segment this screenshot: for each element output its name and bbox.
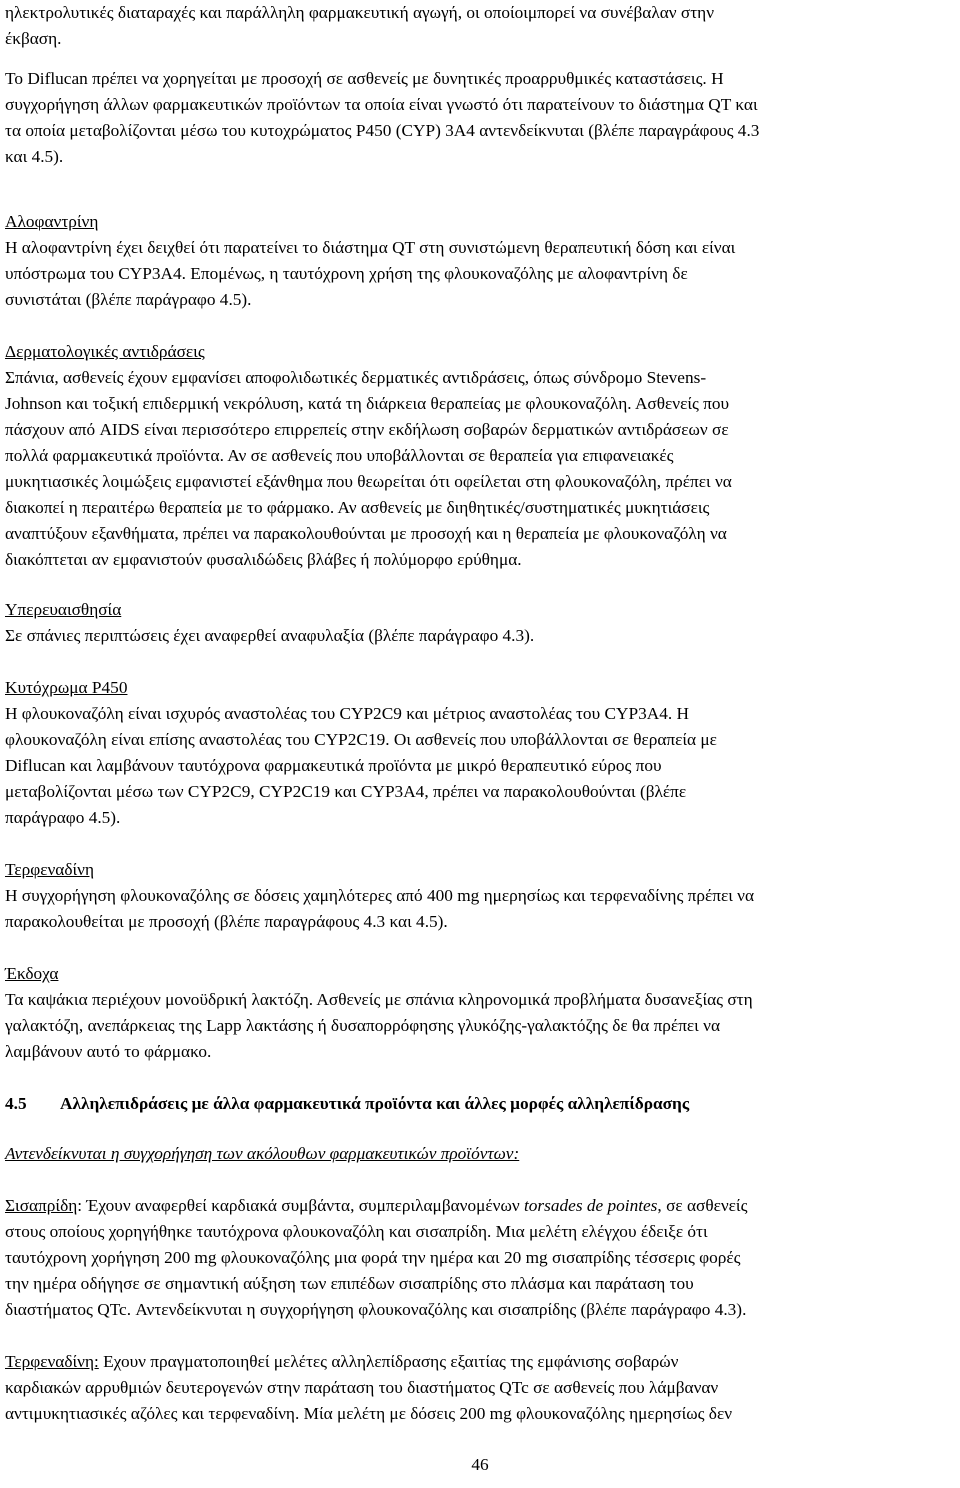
text-line: έκβαση.: [5, 29, 62, 48]
section-heading: Κυτόχρωμα P450: [5, 678, 128, 697]
text-line: καρδιακών αρρυθμιών δευτερογενών στην παράταση του διαστήματος QTc σε ασθενείς που λάμβαναν: [5, 1378, 719, 1397]
text-line: παρακολουθείται με προσοχή (βλέπε παραγράφους 4.3 και 4.5).: [5, 912, 448, 931]
text-line: ηλεκτρολυτικές διαταραχές και παράλληλη φαρμακευτική αγωγή, οι οποίοιμπορεί να συνέβαλαν στην: [5, 3, 715, 22]
text-line: αντιμυκητιασικές αζόλες και τερφεναδίνη. Μία μελέτη με δόσεις 200 mg φλουκοναζόλης ημερησίως δεν: [5, 1404, 733, 1423]
contraindicated-heading: Αντενδείκνυται η συγχορήγηση των ακόλουθων φαρμακευτικών προϊόντων:: [5, 1144, 520, 1163]
intro-paragraph: [5, 0, 955, 52]
text-line: Η φλουκοναζόλη είναι ισχυρός αναστολέας του CYP2C9 και μέτριος αναστολέας του CYP3A4. Η: [5, 704, 689, 723]
section-heading: Έκδοχα: [5, 964, 59, 983]
text-line: μεταβολίζονται μέσω των CYP2C9, CYP2C19 και CYP3A4, πρέπει να παρακολουθούνται (βλέπε: [5, 782, 687, 801]
text-line: Johnson και τοξική επιδερμική νεκρόλυση, κατά τη διάρκεια θεραπείας με φλουκοναζόλη. Ασθενείς που: [5, 394, 730, 413]
text-line: Σε σπάνιες περιπτώσεις έχει αναφερθεί αναφυλαξία (βλέπε παράγραφο 4.3).: [5, 626, 535, 645]
halofantrine-section: [5, 209, 955, 313]
terfenadine-section: [5, 857, 955, 935]
section-heading: Αλοφαντρίνη: [5, 212, 99, 231]
text-line: Το Diflucan πρέπει να χορηγείται με προσοχή σε ασθενείς με δυνητικές προαρρυθμικές καταστάσεις. Η: [5, 69, 724, 88]
text-line: διακόπτεται αν εμφανιστούν φυσαλιδώδεις βλάβες ή πολύμορφο ερύθημα.: [5, 550, 522, 569]
text-line: τα οποία μεταβολίζονται μέσω του κυτοχρώματος P450 (CYP) 3A4 αντενδείκνυται (βλέπε παραγράφους 4.3: [5, 121, 760, 140]
text-line: Η αλοφαντρίνη έχει δειχθεί ότι παρατείνει το διάστημα QT στη συνιστώμενη θεραπευτική δόση και είναι: [5, 238, 736, 257]
cisapride-section: [5, 1193, 955, 1323]
text-line: γαλακτόζη, ανεπάρκειας της Lapp λακτάσης ή δυσαπορρόφησης γλυκόζης-γαλακτόζης δε θα πρέπει να: [5, 1016, 721, 1035]
section-title: Αλληλεπιδράσεις με άλλα φαρμακευτικά προϊόντα και άλλες μορφές αλληλεπίδρασης: [60, 1094, 690, 1113]
text-line: την ημέρα οδήγησε σε σημαντική αύξηση των επιπέδων σισαπρίδης στο πλάσμα και παράταση του: [5, 1274, 694, 1293]
section-heading: Δερματολογικές αντιδράσεις: [5, 342, 205, 361]
text-line: αναπτύξουν εξανθήματα, πρέπει να παρακολουθούνται με προσοχή και η θεραπεία με φλουκοναζόλη να: [5, 524, 727, 543]
text-line: λαμβάνουν αυτό το φάρμακο.: [5, 1042, 212, 1061]
contraindicated-heading-block: [5, 1141, 955, 1167]
text-fragment: Εχουν πραγματοποιηθεί μελέτες αλληλεπίδρασης εξαιτίας της εμφάνισης σοβαρών: [98, 1352, 679, 1371]
text-line: και 4.5).: [5, 147, 64, 166]
section-4-5-heading: [5, 1091, 955, 1117]
text-line: διαστήματος QTc. Αντενδείκνυται η συγχορήγηση φλουκοναζόλης και σισαπρίδης (βλέπε παράγραφο 4.3).: [5, 1300, 747, 1319]
text-fragment: , σε ασθενείς: [657, 1196, 748, 1215]
excipients-section: [5, 961, 955, 1065]
text-line: συνιστάται (βλέπε παράγραφο 4.5).: [5, 290, 252, 309]
terfenadine-interaction-section: [5, 1349, 955, 1427]
section-heading: Υπερευαισθησία: [5, 600, 122, 619]
terfenadine-label: Τερφεναδίνη:: [5, 1352, 99, 1371]
text-line: Diflucan και λαμβάνουν ταυτόχρονα φαρμακευτικά προϊόντα με μικρό θεραπευτικό εύρος που: [5, 756, 662, 775]
cytochrome-section: [5, 675, 955, 831]
text-line: Σπάνια, ασθενείς έχουν εμφανίσει αποφολιδωτικές δερματικές αντιδράσεις, όπως σύνδρομο Stevens-: [5, 368, 707, 387]
text-line: στους οποίους χορηγήθηκε ταυτόχρονα φλουκοναζόλη και σισαπρίδη. Μια μελέτη ελέγχου έδειξε ότι: [5, 1222, 708, 1241]
skin-reactions-section: [5, 339, 955, 573]
text-line: Τα καψάκια περιέχουν μονοϋδρική λακτόζη. Ασθενείς με σπάνια κληρονομικά προβλήματα δυσανεξίας στη: [5, 990, 753, 1009]
section-heading: Τερφεναδίνη: [5, 860, 94, 879]
text-line: πάσχουν από AIDS είναι περισσότερο επιρρεπείς στην εκδήλωση σοβαρών δερματικών αντιδράσεων σε: [5, 420, 729, 439]
text-line: μυκητιασικές λοιμώξεις εμφανιστεί εξάνθημα που θεωρείται ότι οφείλεται στη φλουκοναζόλη, πρέπει να: [5, 472, 732, 491]
text-line: φλουκοναζόλη είναι επίσης αναστολέας του CYP2C19. Οι ασθενείς που υποβάλλονται σε θεραπεία με: [5, 730, 717, 749]
diflucan-caution-paragraph: [5, 66, 955, 170]
text-line: υπόστρωμα του CYP3A4. Επομένως, η ταυτόχρονη χρήση της φλουκοναζόλης με αλοφαντρίνη δε: [5, 264, 688, 283]
text-line: πολλά φαρμακευτικά προϊόντα. Αν σε ασθενείς που υποβάλλονται σε θεραπεία για επιφανειακές: [5, 446, 674, 465]
page-number: 46: [471, 1455, 489, 1474]
text-line: παράγραφο 4.5).: [5, 808, 121, 827]
cisapride-label: Σισαπρίδη: [5, 1196, 78, 1215]
text-line: διακοπεί η περαιτέρω θεραπεία με το φάρμακο. Αν ασθενείς με διηθητικές/συστηματικές μυκητιάσεις: [5, 498, 710, 517]
text-line: Η συγχορήγηση φλουκοναζόλης σε δόσεις χαμηλότερες από 400 mg ημερησίως και τερφεναδίνης πρέπει να: [5, 886, 755, 905]
section-number: 4.5: [5, 1094, 27, 1113]
text-line: συγχορήγηση άλλων φαρμακευτικών προϊόντων τα οποία είναι γνωστό ότι παρατείνουν το διάστημα QT και: [5, 95, 758, 114]
text-fragment-italic: torsades de pointes: [523, 1196, 658, 1215]
text-fragment: : Έχουν αναφερθεί καρδιακά συμβάντα, συμπεριλαμβανομένων: [77, 1196, 524, 1215]
text-line: ταυτόχρονη χορήγηση 200 mg φλουκοναζόλης μια φορά την ημέρα και 20 mg σισαπρίδης τέσσερις φορές: [5, 1248, 741, 1267]
hypersensitivity-section: [5, 597, 955, 649]
